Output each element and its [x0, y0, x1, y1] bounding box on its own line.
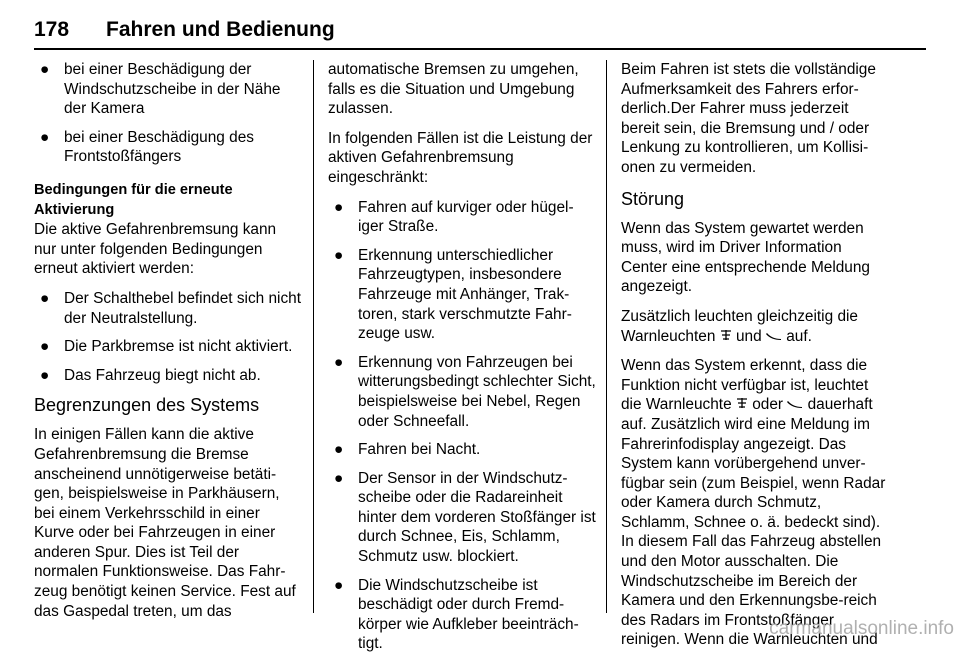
list-item: ● Erkennung unterschiedlicher Fahrzeugtypen, insbesondere Fahrzeuge mit Anhänger, Trak-toren, stark verschmutzte Fahr-zeuge usw. — [334, 246, 572, 343]
bullet: ● — [334, 576, 344, 594]
list-item: ● bei einer Beschädigung des Frontstoßfängers — [40, 128, 254, 166]
bullet: ● — [334, 441, 344, 459]
paragraph: Wenn das System erkennt, dass die Funktion nicht verfügbar ist, leuchtet die Warnleuchte oder dauerhaft auf. Zusätzlich wird eine Meldung im Fahrerinfodisplay angezeigt. Das System kann vorübergehend unver-fügbar sein (zum Beispiel, wenn Radar oder Kamera durch Schmutz, Schlamm, Schnee o. ä. bedeckt sind). In diesem Fall das Fahrzeug abstellen und den Motor ausschalten. Die Windschutzscheibe im Bereich der Kamera und den Erkennungsbe-reich des Radars im Frontstoßfänger reinigen. Wenn die Warnleuchten und — [621, 357, 886, 649]
bullet: ● — [40, 289, 50, 307]
column-3 — [621, 60, 889, 660]
bullet: ● — [40, 128, 50, 146]
list-item: ● Fahren bei Nacht. — [334, 441, 481, 459]
list-item: ● Erkennung von Fahrzeugen bei witterungsbedingt schlechter Sicht, beispielsweise bei Nebel, Regen oder Schneefall. — [334, 353, 596, 430]
column-divider-1 — [313, 60, 314, 613]
section-heading-limits: Begrenzungen des Systems — [34, 395, 260, 416]
column-divider-2 — [606, 60, 607, 613]
column-2 — [328, 60, 596, 663]
page-header — [34, 8, 926, 48]
section-heading-fault: Störung — [621, 188, 685, 209]
paragraph: Beim Fahren ist stets die vollständige Aufmerksamkeit des Fahrers erfor-derlich.Der Fahrer muss jederzeit bereit sein, die Bremsung und / oder Lenkung zu kontrollieren, um Kollisi-onen zu vermeiden. — [621, 61, 876, 176]
bullet: ● — [334, 246, 344, 264]
bullet: ● — [334, 198, 344, 216]
paragraph: Zusätzlich leuchten gleichzeitig die Warnleuchten und auf. — [621, 307, 858, 345]
list-item: ● Der Sensor in der Windschutz-scheibe oder die Radareinheit hinter dem vorderen Stoßfänger ist durch Schnee, Eis, Schlamm, Schmutz usw. blockiert. — [334, 469, 596, 566]
bullet: ● — [40, 366, 50, 384]
subheading-reactivation: Bedingungen für die erneute Aktivierung — [34, 181, 233, 218]
column-1 — [34, 60, 302, 631]
paragraph: Die aktive Gefahrenbremsung kann nur unter folgenden Bedingungen erneut aktiviert werden: — [34, 221, 277, 278]
page-title: Fahren und Bedienung — [106, 18, 335, 41]
paragraph: automatische Bremsen zu umgehen, falls es die Situation und Umgebung zulassen. — [328, 61, 579, 118]
paragraph: In folgenden Fällen ist die Leistung der aktiven Gefahrenbremsung eingeschränkt: — [328, 129, 593, 186]
lane-departure-icon — [766, 327, 782, 347]
list-item: ● Fahren auf kurviger oder hügel-iger Straße. — [334, 198, 574, 236]
bullet: ● — [40, 338, 50, 356]
list-item: ● bei einer Beschädigung der Windschutzscheibe in der Nähe der Kamera — [40, 61, 281, 118]
page-number: 178 — [34, 18, 70, 41]
bullet: ● — [334, 469, 344, 487]
bullet: ● — [334, 353, 344, 371]
front-collision-warning-icon — [736, 395, 748, 415]
list-item: ● Die Parkbremse ist nicht aktiviert. — [40, 338, 293, 356]
front-collision-warning-icon — [720, 327, 732, 347]
paragraph: In einigen Fällen kann die aktive Gefahrenbremsung die Bremse anscheinend unnötigerweise betäti-gen, beispielsweise in Parkhäusern, bei einem Verkehrsschild in einer Kurve oder bei Fahrzeugen in einer anderen Spur. Dies ist Teil der normalen Funktionsweise. Das Fahr-zeug benötigt keinen Service. Fest auf das Gaspedal treten, um das — [34, 426, 296, 620]
list-item: ● Das Fahrzeug biegt nicht ab. — [40, 366, 261, 384]
header-rule — [34, 48, 926, 50]
lane-departure-icon — [787, 395, 803, 415]
paragraph: Wenn das System gewartet werden muss, wird im Driver Information Center eine entsprechende Meldung angezeigt. — [621, 219, 870, 296]
bullet: ● — [40, 61, 50, 78]
watermark: carmanualsonline.info — [769, 618, 954, 639]
list-item: ● Der Schalthebel befindet sich nicht der Neutralstellung. — [40, 289, 301, 327]
list-item: ● Die Windschutzscheibe ist beschädigt oder durch Fremd-körper wie Aufkleber beeinträch-tigt. — [334, 576, 579, 653]
